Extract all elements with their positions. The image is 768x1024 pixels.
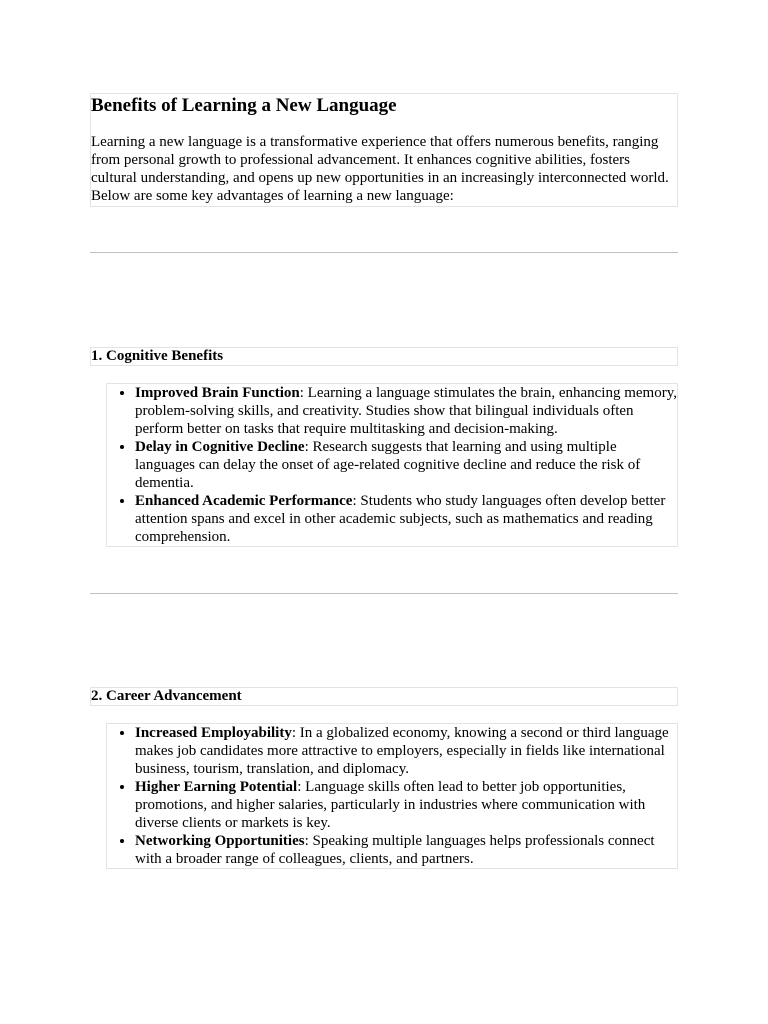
intro-section [90, 93, 678, 207]
list-item-text: : Learning a language stimulates the brain, enhancing memory, problem-solving skills, and creativity. Studies show that bilingual individuals often perform better on tasks that require multitasking and decision-making. [135, 385, 677, 437]
list-item-term: Increased Employability [135, 725, 292, 741]
document-page [90, 93, 678, 869]
intro-paragraph: Learning a new language is a transformative experience that offers numerous benefits, ranging from personal growth to professional advancement. It enhances cognitive abilities, fosters cultural understanding, and opens up new opportunities in an increasingly interconnected world. Below are some key advantages of learning a new language: [91, 134, 669, 204]
list-item-term: Enhanced Academic Performance [135, 493, 353, 509]
list-item [135, 724, 677, 778]
list-item-term: Improved Brain Function [135, 385, 300, 401]
career-advancement-list [106, 723, 678, 869]
list-item [135, 832, 677, 868]
list-item-term: Networking Opportunities [135, 833, 305, 849]
list-item [135, 492, 677, 546]
list-item [135, 778, 677, 832]
cognitive-benefits-list [106, 383, 678, 547]
list-item-term: Higher Earning Potential [135, 779, 298, 795]
list-item [135, 438, 677, 492]
list-item-text: : Language skills often lead to better job opportunities, promotions, and higher salaries, particularly in industries where communication with diverse clients or markets is key. [135, 779, 646, 831]
list-item-text: : Research suggests that learning and using multiple languages can delay the onset of age-related cognitive decline and reduce the risk of dementia. [135, 439, 641, 491]
list-item-term: Delay in Cognitive Decline [135, 439, 305, 455]
document-title: Benefits of Learning a New Language [91, 95, 397, 116]
section-heading-cognitive-benefits: 1. Cognitive Benefits [90, 347, 678, 366]
list-item-text: : Students who study languages often develop better attention spans and excel in other academic subjects, such as mathematics and reading comprehension. [135, 493, 666, 545]
list-item-text: : In a globalized economy, knowing a second or third language makes job candidates more attractive to employers, especially in fields like international business, tourism, translation, and diplomacy. [135, 725, 669, 777]
list-item [135, 384, 677, 438]
section-divider [90, 252, 678, 253]
section-heading-career-advancement: 2. Career Advancement [90, 687, 678, 706]
section-divider [90, 593, 678, 594]
list-item-text: : Speaking multiple languages helps professionals connect with a broader range of colleagues, clients, and partners. [135, 833, 655, 867]
